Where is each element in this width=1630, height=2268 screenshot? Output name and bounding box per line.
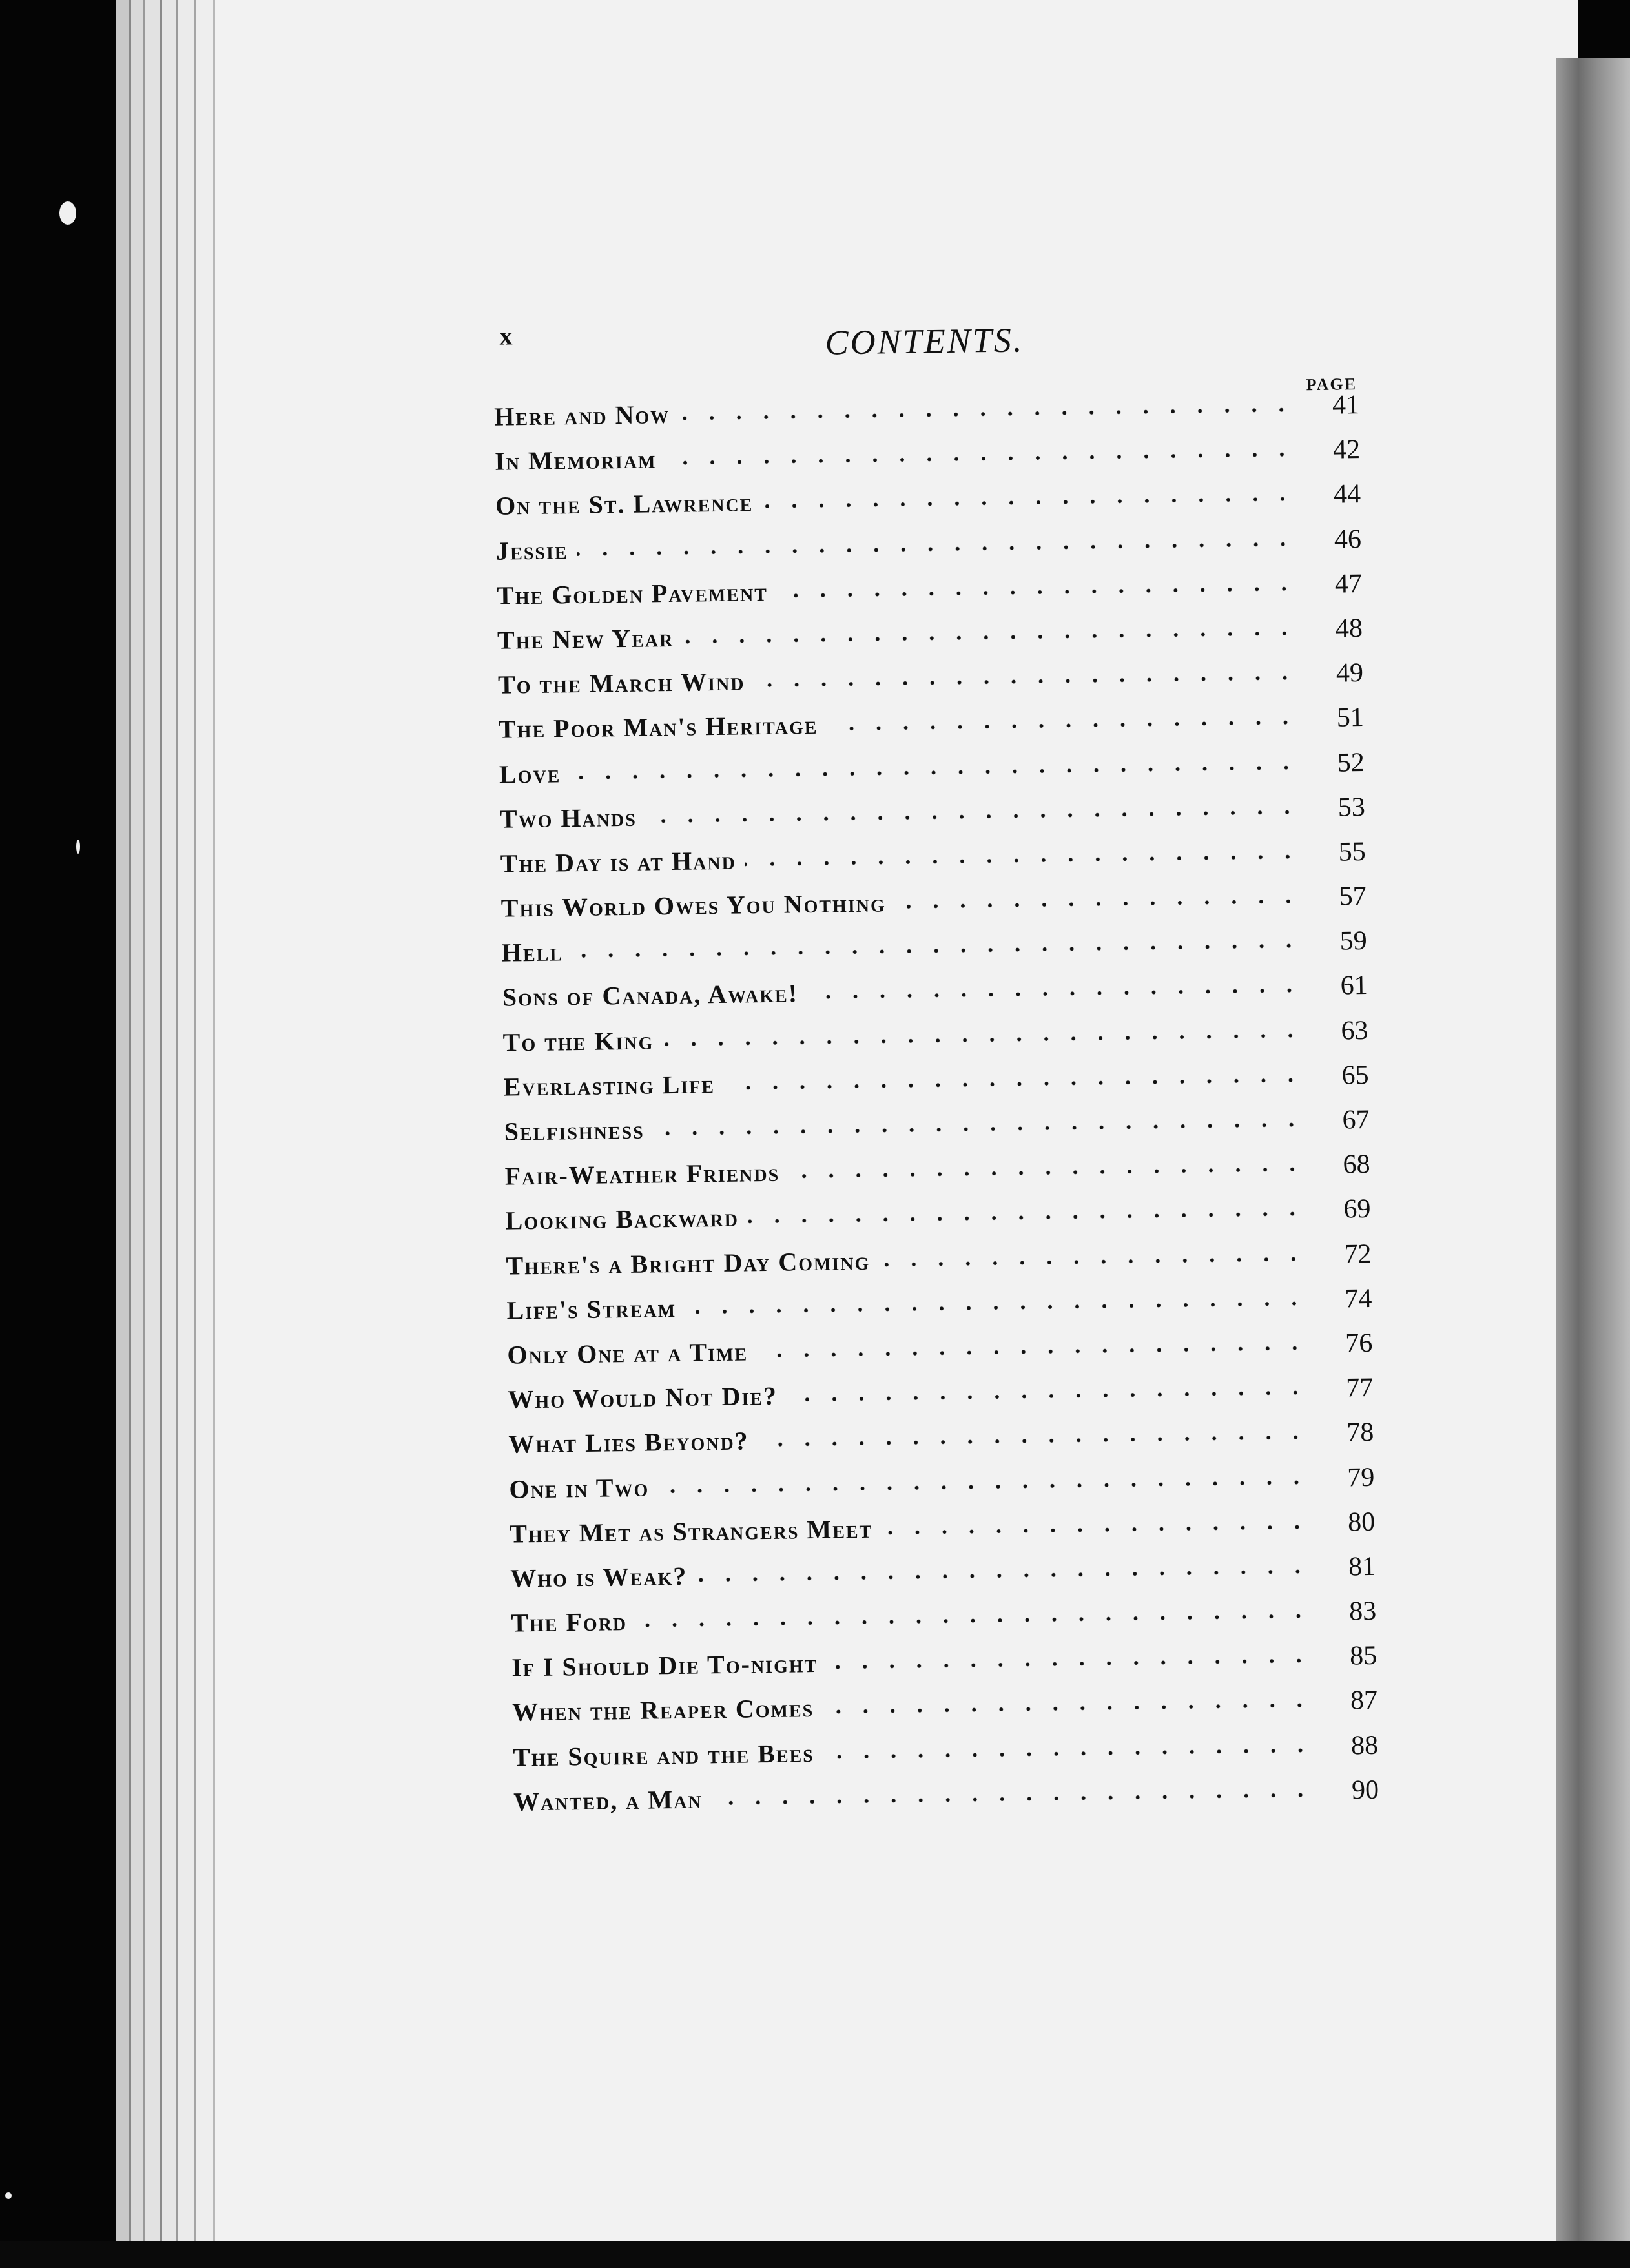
toc-entry-title: Here and Now [493,399,670,431]
toc-entry-page-number: 68 [1343,1149,1370,1180]
toc-entry-title: Fair-Weather Friends [504,1157,780,1191]
running-head: CONTENTS. [825,320,1024,362]
toc-entry-title: Jessie [495,535,568,566]
table-of-contents [494,387,1379,1829]
toc-entry-page-number: 78 [1346,1418,1374,1448]
toc-entry-page-number: 53 [1337,792,1366,823]
toc-entry-page-number: 41 [1332,390,1360,420]
toc-entry-title: When the Reaper Comes [511,1693,814,1727]
toc-entry-page-number: 72 [1344,1239,1372,1270]
toc-entry-page-number: 51 [1336,703,1365,733]
toc-entry-page-number: 61 [1340,971,1368,1001]
toc-entry-page-number: 90 [1351,1775,1379,1806]
toc-entry-title: The Ford [510,1607,628,1638]
toc-entry-title: If I Should Die To-night [511,1649,818,1682]
page-folio: x [499,321,513,351]
toc-entry-title: Hell [501,937,564,967]
toc-entry-title: The Golden Pavement [496,577,769,610]
toc-entry-page-number: 46 [1334,524,1362,555]
toc-entry-title: The New Year [497,623,674,655]
toc-entry-title: In Memoriam [494,444,657,476]
toc-entry-page-number: 74 [1345,1283,1372,1314]
toc-entry-title: Sons of Canada, Awake! [502,978,799,1013]
toc-entry-page-number: 79 [1346,1462,1375,1492]
toc-entry-page-number: 88 [1350,1730,1379,1761]
toc-entry-page-number: 44 [1333,479,1361,510]
toc-entry-title: Life's Stream [506,1293,677,1325]
toc-entry-page-number: 85 [1349,1641,1377,1671]
toc-entry-title: What Lies Beyond? [508,1426,749,1459]
toc-entry-title: Who is Weak? [510,1561,688,1593]
toc-entry-title: The Day is at Hand [500,845,737,878]
toc-entry-page-number: 55 [1338,836,1367,867]
toc-entry-title: Selfishness [504,1115,645,1146]
toc-entry-page-number: 67 [1342,1104,1370,1135]
dot-leader [679,388,1295,422]
toc-entry-page-number: 69 [1343,1194,1371,1224]
toc-entry-title: To the March Wind [497,666,745,699]
toc-entry-title: This World Owes You Nothing [500,888,886,923]
toc-entry-page-number: 87 [1350,1686,1378,1716]
toc-entry-title: The Squire and the Bees [512,1738,815,1772]
toc-entry-page-number: 49 [1336,658,1364,688]
toc-entry-title: Who Would Not Die? [508,1381,778,1414]
toc-entry-title: The Poor Man's Heritage [498,710,818,745]
toc-entry-page-number: 42 [1332,435,1361,465]
toc-entry-page-number: 59 [1339,926,1368,956]
toc-entry-page-number: 76 [1345,1328,1373,1359]
toc-entry-page-number: 57 [1339,881,1367,912]
dot-leader [894,880,1302,911]
dot-leader [879,1237,1307,1269]
toc-entry-title: Wanted, a Man [513,1784,703,1817]
dot-leader [882,1505,1311,1537]
toc-entry-page-number: 77 [1346,1373,1374,1403]
toc-entry-title: Only One at a Time [507,1337,748,1370]
toc-entry-page-number: 48 [1335,613,1363,644]
toc-entry-title: Two Hands [499,802,637,834]
toc-entry-title: Love [499,758,561,789]
toc-entry-page-number: 81 [1348,1551,1376,1582]
toc-entry-page-number: 65 [1341,1060,1369,1091]
toc-entry-title: They Met as Strangers Meet [510,1514,873,1549]
toc-entry-title: Looking Backward [505,1202,739,1236]
toc-entry-page-number: 80 [1347,1507,1376,1538]
dust-speck [5,2192,12,2199]
toc-entry-page-number: 47 [1334,568,1363,599]
toc-entry-title: On the St. Lawrence [495,488,754,521]
toc-entry-page-number: 52 [1337,747,1365,778]
toc-entry-page-number: 63 [1341,1015,1368,1046]
toc-entry-title: To the King [502,1026,654,1057]
toc-entry-page-number: 83 [1348,1596,1377,1627]
toc-entry-title: Everlasting Life [503,1069,716,1102]
toc-entry-title: One in Two [509,1472,650,1504]
toc-entry-title: There's a Bright Day Coming [506,1246,871,1281]
page-column-label: PAGE [1306,375,1357,395]
